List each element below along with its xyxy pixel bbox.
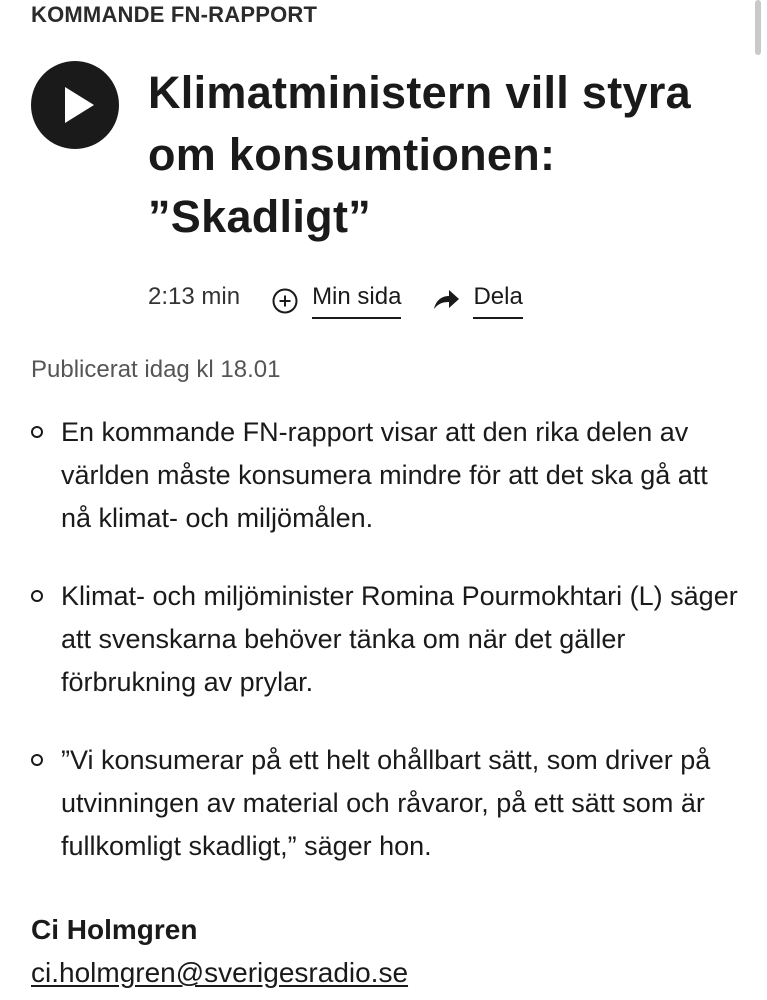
published-timestamp: Publicerat idag kl 18.01	[31, 356, 281, 383]
bullet-circle-icon	[31, 590, 43, 602]
summary-item	[31, 411, 741, 540]
share-label: Dela	[473, 280, 522, 319]
share-arrow-icon	[431, 285, 461, 315]
article-summary-list	[31, 411, 741, 903]
bullet-circle-icon	[31, 754, 43, 766]
summary-item-text: ”Vi konsumerar på ett helt ohållbart sätt, som driver på utvinningen av material och råvaror, på ett sätt som är fullkomligt skadligt,” säger hon.	[61, 745, 711, 861]
author-name: Ci Holmgren	[31, 914, 198, 945]
article-meta-row	[148, 280, 553, 320]
summary-item-text: En kommande FN-rapport visar att den rika delen av världen måste konsumera mindre för att det ska gå att nå klimat- och miljömålen.	[61, 417, 708, 533]
summary-item-text: Klimat- och miljöminister Romina Pourmokhtari (L) säger att svenskarna behöver tänka om när det gäller förbrukning av prylar.	[61, 581, 738, 697]
my-page-label: Min sida	[312, 280, 401, 319]
plus-circle-icon	[270, 285, 300, 315]
share-button[interactable]	[431, 280, 522, 319]
audio-duration: 2:13 min	[148, 283, 241, 310]
play-audio-button[interactable]	[31, 61, 119, 149]
article-title: Klimatministern vill styra om konsumtionen: ”Skadligt”	[148, 67, 691, 242]
article-kicker: KOMMANDE FN-RAPPORT	[31, 2, 318, 27]
play-icon	[31, 61, 119, 149]
bullet-circle-icon	[31, 426, 43, 438]
scrollbar-thumb[interactable]	[755, 0, 761, 55]
author-email-link[interactable]: ci.holmgren@sverigesradio.se	[31, 957, 409, 988]
summary-item	[31, 739, 741, 868]
add-to-my-page-button[interactable]	[270, 280, 401, 319]
summary-item	[31, 575, 741, 704]
